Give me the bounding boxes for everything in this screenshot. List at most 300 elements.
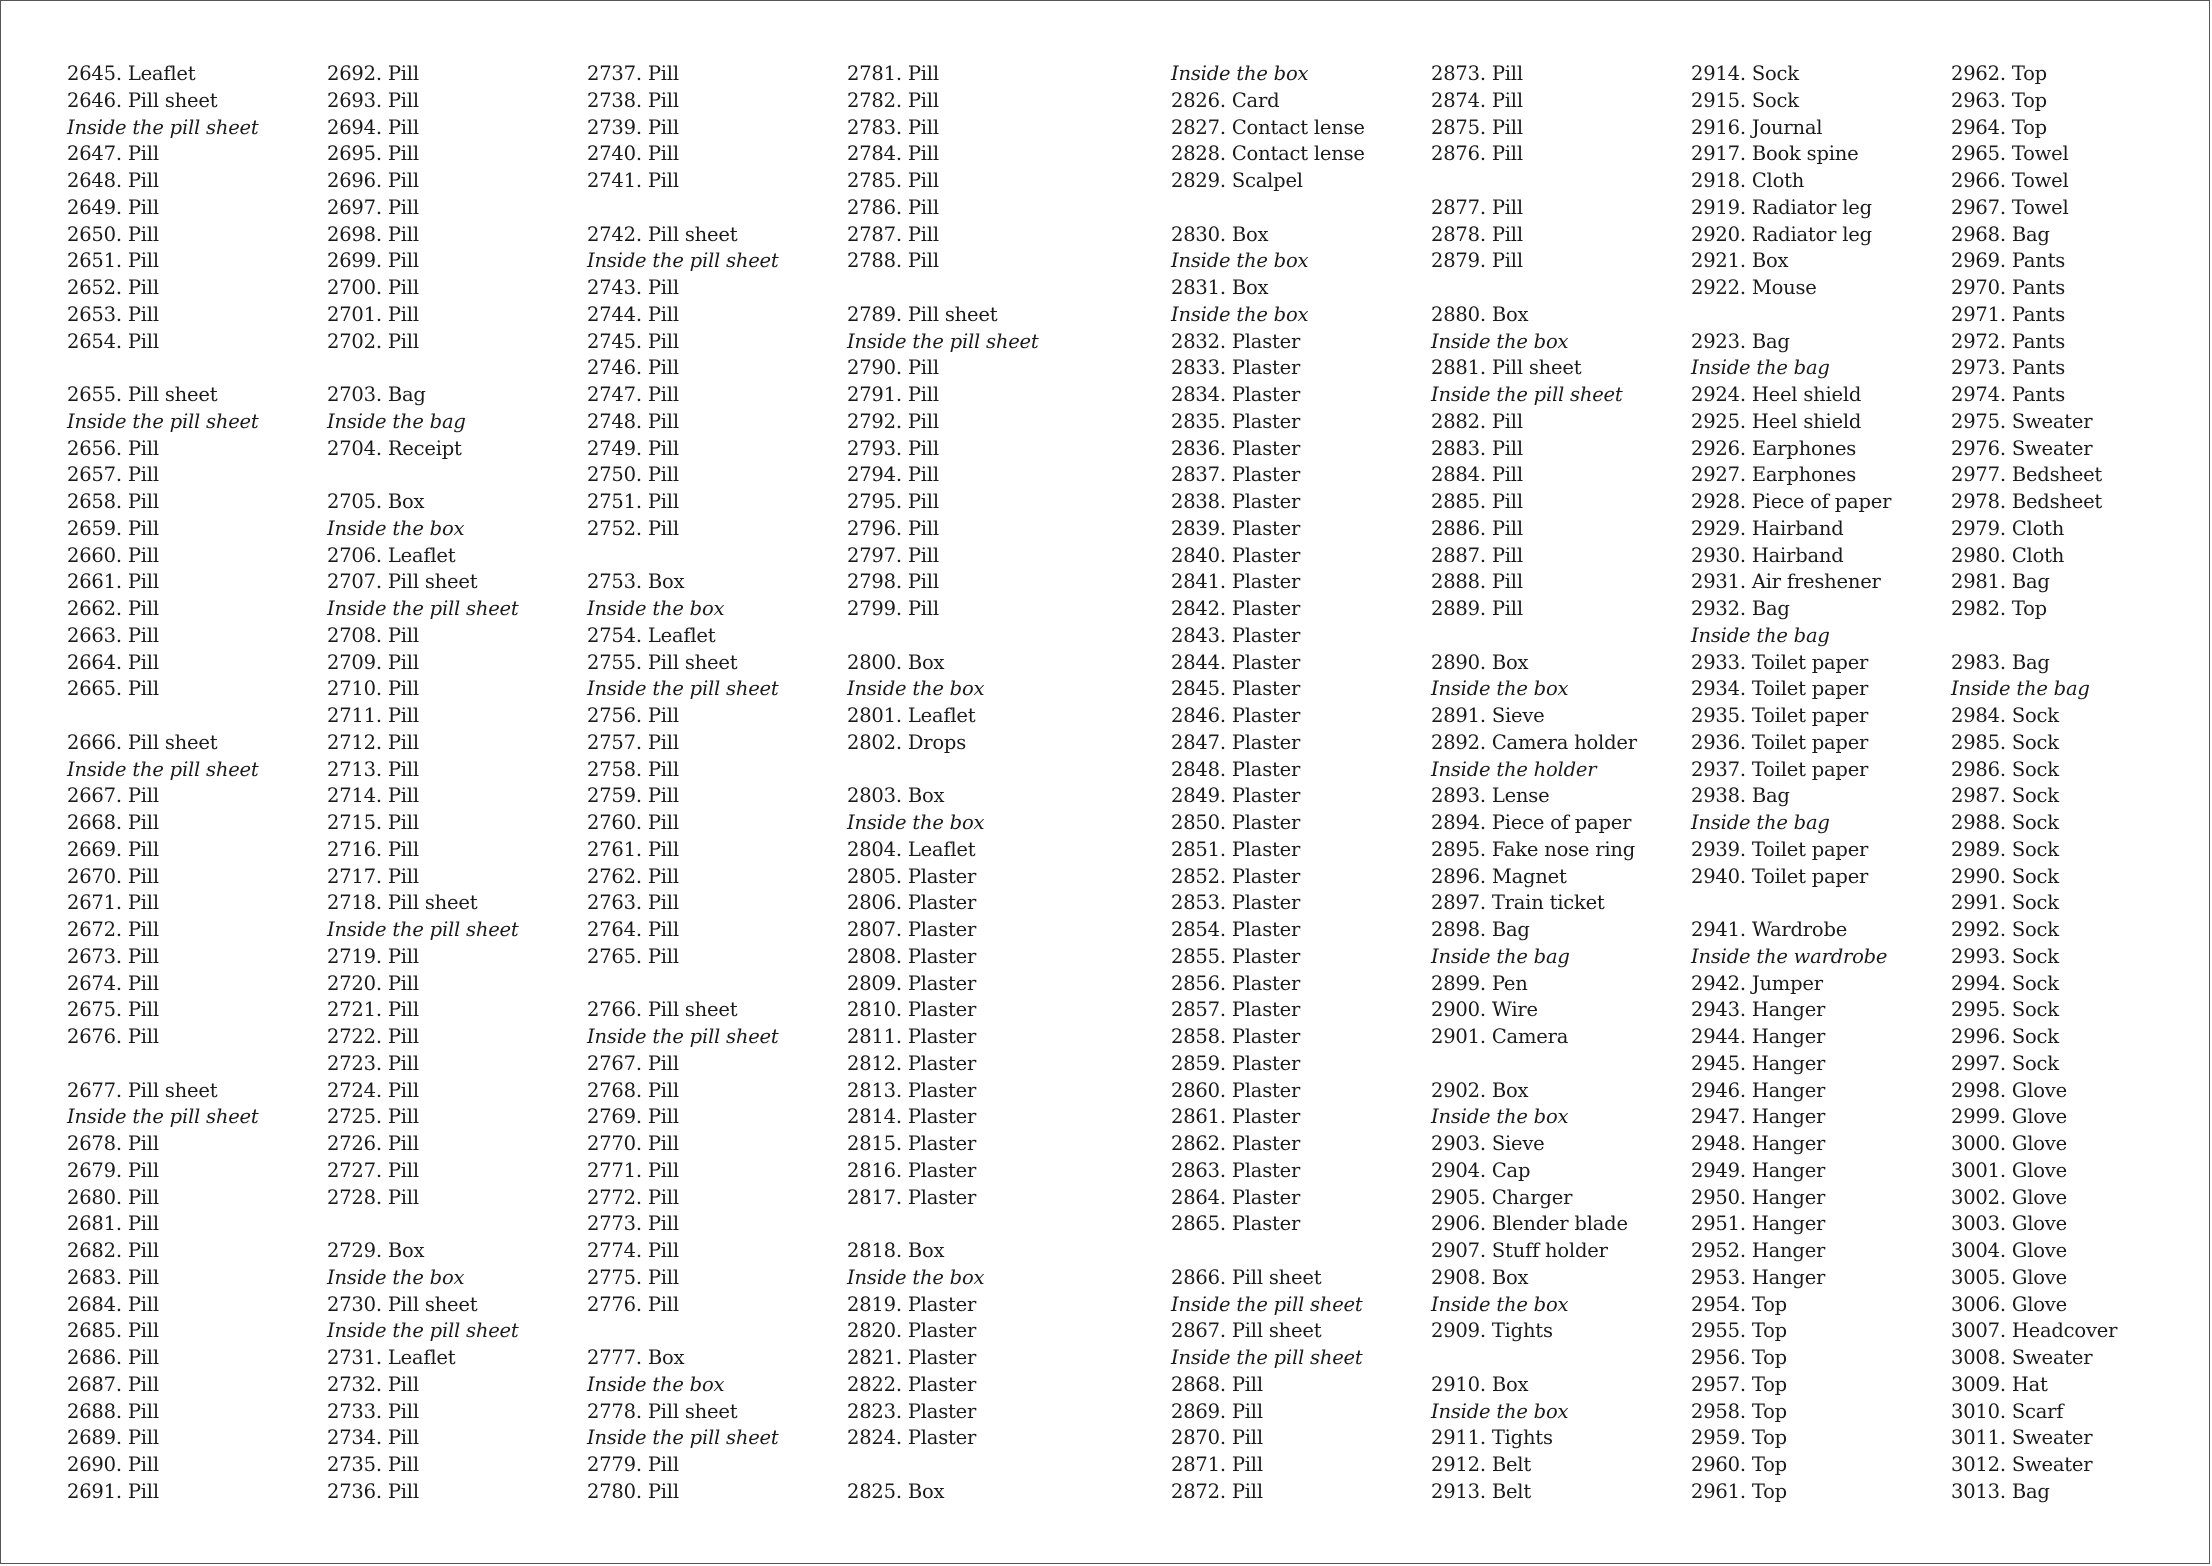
item-entry: 2907. Stuff holder: [1431, 1239, 1608, 1262]
item-entry: 2898. Bag: [1431, 918, 1530, 941]
blank-line: [587, 971, 779, 998]
item-entry: 2883. Pill: [1431, 436, 1523, 460]
item-entry: 2857. Plaster: [1171, 998, 1301, 1022]
item-entry: 2854. Plaster: [1171, 918, 1301, 941]
item-entry: 2694. Pill: [327, 115, 419, 139]
item-entry: 2986. Sock: [1951, 757, 2059, 781]
item-entry: 2886. Pill: [1431, 516, 1523, 540]
item-entry: 2945. Hanger: [1691, 1051, 1826, 1075]
item-entry: 2721. Pill: [327, 998, 419, 1022]
item-entry: 2882. Pill: [1431, 409, 1523, 433]
item-entry: 2941. Wardrobe: [1691, 918, 1848, 941]
container-note: Inside the pill sheet: [327, 597, 519, 620]
item-entry: 3006. Glove: [1951, 1292, 2067, 1316]
item-entry: 2918. Cloth: [1691, 169, 1805, 192]
item-entry: 2665. Pill: [67, 677, 159, 701]
item-entry: 2890. Box: [1431, 650, 1529, 674]
item-entry: 2976. Sweater: [1951, 436, 2093, 460]
item-entry: 3005. Glove: [1951, 1265, 2067, 1289]
item-entry: 2970. Pants: [1951, 276, 2066, 299]
item-entry: 2991. Sock: [1951, 891, 2059, 915]
item-entry: 2911. Tights: [1431, 1426, 1553, 1450]
item-entry: 2659. Pill: [67, 516, 159, 540]
item-entry: 2733. Pill: [327, 1399, 419, 1423]
item-entry: 2811. Plaster: [847, 1025, 977, 1048]
blank-line: [1431, 168, 1637, 195]
item-entry: 2853. Plaster: [1171, 891, 1301, 915]
item-entry: 2888. Pill: [1431, 570, 1523, 594]
item-entry: 2829. Scalpel: [1171, 169, 1303, 192]
blank-line: [847, 623, 1039, 650]
item-entry: 2729. Box: [327, 1239, 425, 1262]
item-entry: 2689. Pill: [67, 1426, 159, 1450]
item-entry: 2788. Pill: [847, 249, 939, 273]
item-entry: 2936. Toilet paper: [1691, 730, 1869, 754]
item-entry: 2931. Air freshener: [1691, 570, 1881, 594]
item-entry: 2809. Plaster: [847, 971, 977, 995]
item-entry: 2709. Pill: [327, 650, 419, 674]
item-entry: 2825. Box: [847, 1479, 945, 1503]
item-entry: 2815. Plaster: [847, 1132, 977, 1155]
item-entry: 2770. Pill: [587, 1132, 679, 1155]
item-entry: 2827. Contact lense: [1171, 115, 1365, 139]
item-entry: 2794. Pill: [847, 463, 939, 487]
item-entry: 2774. Pill: [587, 1239, 679, 1262]
item-entry: 2683. Pill: [67, 1265, 159, 1289]
item-entry: 2896. Magnet: [1431, 864, 1567, 888]
item-entry: 2723. Pill: [327, 1051, 419, 1075]
item-entry: 2956. Top: [1691, 1346, 1787, 1369]
item-entry: 2870. Pill: [1171, 1426, 1263, 1450]
item-entry: 2806. Plaster: [847, 891, 977, 915]
item-entry: 2800. Box: [847, 650, 945, 674]
item-entry: 2769. Pill: [587, 1105, 679, 1129]
item-entry: 2773. Pill: [587, 1212, 679, 1236]
item-entry: 2957. Top: [1691, 1372, 1787, 1396]
item-entry: 2730. Pill sheet: [327, 1292, 478, 1316]
inventory-column-5: [1171, 61, 1365, 1506]
item-entry: 2839. Plaster: [1171, 516, 1301, 540]
item-entry: 2968. Bag: [1951, 222, 2050, 246]
container-note: Inside the pill sheet: [1431, 383, 1623, 406]
item-entry: 2780. Pill: [587, 1479, 679, 1503]
item-entry: 2969. Pants: [1951, 249, 2066, 273]
item-entry: 2947. Hanger: [1691, 1105, 1826, 1129]
item-entry: 2775. Pill: [587, 1265, 679, 1289]
container-note: Inside the holder: [1431, 757, 1597, 781]
item-entry: 2763. Pill: [587, 891, 679, 915]
item-entry: 2657. Pill: [67, 463, 159, 487]
item-entry: 2816. Plaster: [847, 1158, 977, 1182]
item-entry: 2744. Pill: [587, 302, 679, 326]
item-entry: 2842. Plaster: [1171, 597, 1301, 620]
item-entry: 2783. Pill: [847, 115, 939, 139]
item-entry: 2672. Pill: [67, 918, 159, 941]
item-entry: 2758. Pill: [587, 757, 679, 781]
item-entry: 2979. Cloth: [1951, 516, 2065, 540]
container-note: Inside the pill sheet: [587, 1426, 779, 1450]
item-entry: 2804. Leaflet: [847, 837, 976, 861]
item-entry: 2658. Pill: [67, 490, 159, 513]
item-entry: 2649. Pill: [67, 195, 159, 219]
item-entry: 2712. Pill: [327, 730, 419, 754]
item-entry: 2755. Pill sheet: [587, 650, 738, 674]
item-entry: 2724. Pill: [327, 1078, 419, 1102]
container-note: Inside the pill sheet: [327, 918, 519, 941]
item-entry: 2913. Belt: [1431, 1479, 1531, 1503]
item-entry: 2737. Pill: [587, 62, 679, 85]
item-entry: 2928. Piece of paper: [1691, 490, 1892, 513]
item-entry: 2867. Pill sheet: [1171, 1319, 1322, 1343]
blank-line: [67, 1051, 259, 1078]
container-note: Inside the pill sheet: [67, 115, 259, 139]
item-entry: 3000. Glove: [1951, 1132, 2067, 1155]
item-entry: 2943. Hanger: [1691, 998, 1826, 1022]
item-entry: 2720. Pill: [327, 971, 419, 995]
item-entry: 2666. Pill sheet: [67, 730, 218, 754]
item-entry: 2707. Pill sheet: [327, 570, 478, 594]
item-entry: 2667. Pill: [67, 784, 159, 808]
blank-line: [1691, 302, 1891, 329]
item-entry: 2831. Box: [1171, 276, 1269, 299]
container-note: Inside the box: [847, 677, 985, 701]
item-entry: 2958. Top: [1691, 1399, 1787, 1423]
item-entry: 2692. Pill: [327, 62, 419, 85]
container-note: Inside the box: [1431, 1292, 1569, 1316]
item-entry: 2728. Pill: [327, 1185, 419, 1209]
item-entry: 2830. Box: [1171, 222, 1269, 246]
item-entry: 2951. Hanger: [1691, 1212, 1826, 1236]
item-entry: 2835. Plaster: [1171, 409, 1301, 433]
item-entry: 2743. Pill: [587, 276, 679, 299]
item-entry: 2984. Sock: [1951, 704, 2059, 727]
item-entry: 2923. Bag: [1691, 329, 1790, 353]
item-entry: 2836. Plaster: [1171, 436, 1301, 460]
item-entry: 2760. Pill: [587, 811, 679, 834]
item-entry: 2745. Pill: [587, 329, 679, 353]
item-entry: 2891. Sieve: [1431, 704, 1545, 727]
container-note: Inside the box: [587, 1372, 725, 1396]
item-entry: 2690. Pill: [67, 1453, 159, 1476]
item-entry: 2987. Sock: [1951, 784, 2059, 808]
item-entry: 2661. Pill: [67, 570, 159, 594]
item-entry: 2950. Hanger: [1691, 1185, 1826, 1209]
blank-line: [327, 462, 519, 489]
container-note: Inside the box: [587, 597, 725, 620]
item-entry: 2965. Towel: [1951, 142, 2069, 166]
item-entry: 2754. Leaflet: [587, 623, 716, 647]
item-entry: 2971. Pants: [1951, 302, 2066, 326]
inventory-column-3: [587, 61, 779, 1506]
container-note: Inside the pill sheet: [847, 329, 1039, 353]
item-entry: 2959. Top: [1691, 1426, 1787, 1450]
item-entry: 2711. Pill: [327, 704, 419, 727]
item-entry: 2927. Earphones: [1691, 463, 1857, 487]
item-entry: 2653. Pill: [67, 302, 159, 326]
item-entry: 2916. Journal: [1691, 115, 1823, 139]
item-entry: 2844. Plaster: [1171, 650, 1301, 674]
blank-line: [847, 1211, 1039, 1238]
item-entry: 2845. Plaster: [1171, 677, 1301, 701]
item-entry: 2909. Tights: [1431, 1319, 1553, 1343]
item-entry: 3004. Glove: [1951, 1239, 2067, 1262]
container-note: Inside the bag: [1431, 944, 1570, 968]
item-entry: 2681. Pill: [67, 1212, 159, 1236]
item-entry: 2696. Pill: [327, 169, 419, 192]
item-entry: 2848. Plaster: [1171, 757, 1301, 781]
item-entry: 2687. Pill: [67, 1372, 159, 1396]
item-entry: 2668. Pill: [67, 811, 159, 834]
item-entry: 2860. Plaster: [1171, 1078, 1301, 1102]
item-entry: 2708. Pill: [327, 623, 419, 647]
item-entry: 2885. Pill: [1431, 490, 1523, 513]
item-entry: 2894. Piece of paper: [1431, 811, 1632, 834]
item-entry: 2725. Pill: [327, 1105, 419, 1129]
blank-line: [1431, 1051, 1637, 1078]
blank-line: [327, 355, 519, 382]
blank-line: [1171, 1238, 1365, 1265]
item-entry: 2960. Top: [1691, 1453, 1787, 1476]
item-entry: 2906. Blender blade: [1431, 1212, 1628, 1236]
blank-line: [67, 703, 259, 730]
item-entry: 2727. Pill: [327, 1158, 419, 1182]
container-note: Inside the bag: [1691, 356, 1830, 380]
inventory-column-8: [1951, 61, 2117, 1506]
item-entry: 2897. Train ticket: [1431, 891, 1605, 915]
item-entry: 2929. Hairband: [1691, 516, 1844, 540]
item-entry: 2753. Box: [587, 570, 685, 594]
item-entry: 2887. Pill: [1431, 543, 1523, 567]
item-entry: 2884. Pill: [1431, 463, 1523, 487]
item-entry: 2944. Hanger: [1691, 1025, 1826, 1048]
item-entry: 2776. Pill: [587, 1292, 679, 1316]
item-entry: 2859. Plaster: [1171, 1051, 1301, 1075]
inventory-column-4: [847, 61, 1039, 1506]
item-entry: 2972. Pants: [1951, 329, 2066, 353]
item-entry: 2988. Sock: [1951, 811, 2059, 834]
item-entry: 2650. Pill: [67, 222, 159, 246]
item-entry: 2732. Pill: [327, 1372, 419, 1396]
item-entry: 2873. Pill: [1431, 62, 1523, 85]
item-entry: 2716. Pill: [327, 837, 419, 861]
item-entry: 2874. Pill: [1431, 88, 1523, 112]
item-entry: 2933. Toilet paper: [1691, 650, 1869, 674]
item-entry: 2772. Pill: [587, 1185, 679, 1209]
item-entry: 2908. Box: [1431, 1265, 1529, 1289]
container-note: Inside the box: [327, 1265, 465, 1289]
item-entry: 2851. Plaster: [1171, 837, 1301, 861]
item-entry: 2910. Box: [1431, 1372, 1529, 1396]
item-entry: 2717. Pill: [327, 864, 419, 888]
item-entry: 2814. Plaster: [847, 1105, 977, 1129]
item-entry: 2966. Towel: [1951, 169, 2069, 192]
item-entry: 2919. Radiator leg: [1691, 195, 1872, 219]
item-entry: 2868. Pill: [1171, 1372, 1263, 1396]
item-entry: 2749. Pill: [587, 436, 679, 460]
item-entry: 2791. Pill: [847, 383, 939, 406]
item-entry: 2946. Hanger: [1691, 1078, 1826, 1102]
item-entry: 2645. Leaflet: [67, 62, 196, 85]
item-entry: 2685. Pill: [67, 1319, 159, 1343]
item-entry: 2866. Pill sheet: [1171, 1265, 1322, 1289]
item-entry: 2822. Plaster: [847, 1372, 977, 1396]
item-entry: 2746. Pill: [587, 356, 679, 380]
container-note: Inside the box: [1431, 1399, 1569, 1423]
item-entry: 2841. Plaster: [1171, 570, 1301, 594]
item-entry: 2917. Book spine: [1691, 142, 1859, 166]
item-entry: 2736. Pill: [327, 1479, 419, 1503]
item-entry: 2879. Pill: [1431, 249, 1523, 273]
item-entry: 2801. Leaflet: [847, 704, 976, 727]
item-entry: 2713. Pill: [327, 757, 419, 781]
item-entry: 2693. Pill: [327, 88, 419, 112]
item-entry: 2875. Pill: [1431, 115, 1523, 139]
item-entry: 2899. Pen: [1431, 971, 1528, 995]
item-entry: 2863. Plaster: [1171, 1158, 1301, 1182]
item-entry: 2718. Pill sheet: [327, 891, 478, 915]
item-entry: 2823. Plaster: [847, 1399, 977, 1423]
item-entry: 2850. Plaster: [1171, 811, 1301, 834]
blank-line: [1951, 623, 2117, 650]
item-entry: 2759. Pill: [587, 784, 679, 808]
item-entry: 2828. Contact lense: [1171, 142, 1365, 166]
item-entry: 2983. Bag: [1951, 650, 2050, 674]
item-entry: 2705. Box: [327, 490, 425, 513]
item-entry: 2915. Sock: [1691, 88, 1799, 112]
item-entry: 2904. Cap: [1431, 1158, 1531, 1182]
item-entry: 2679. Pill: [67, 1158, 159, 1182]
item-entry: 2704. Receipt: [327, 436, 462, 460]
item-entry: 2789. Pill sheet: [847, 302, 998, 326]
item-entry: 2924. Heel shield: [1691, 383, 1862, 406]
item-entry: 2805. Plaster: [847, 864, 977, 888]
item-entry: 2939. Toilet paper: [1691, 837, 1869, 861]
item-entry: 2735. Pill: [327, 1453, 419, 1476]
item-entry: 2975. Sweater: [1951, 409, 2093, 433]
item-entry: 2937. Toilet paper: [1691, 757, 1869, 781]
item-entry: 3008. Sweater: [1951, 1346, 2093, 1369]
item-entry: 2952. Hanger: [1691, 1239, 1826, 1262]
item-entry: 3009. Hat: [1951, 1372, 2048, 1396]
item-entry: 2932. Bag: [1691, 597, 1790, 620]
container-note: Inside the box: [847, 811, 985, 834]
item-entry: 2920. Radiator leg: [1691, 222, 1872, 246]
item-entry: 2699. Pill: [327, 249, 419, 273]
item-entry: 2799. Pill: [847, 597, 939, 620]
item-entry: 2785. Pill: [847, 169, 939, 192]
item-entry: 2680. Pill: [67, 1185, 159, 1209]
item-entry: 2747. Pill: [587, 383, 679, 406]
item-entry: 2963. Top: [1951, 88, 2047, 112]
blank-line: [847, 757, 1039, 784]
item-entry: 2752. Pill: [587, 516, 679, 540]
container-note: Inside the pill sheet: [587, 677, 779, 701]
blank-line: [1171, 195, 1365, 222]
container-note: Inside the box: [1431, 329, 1569, 353]
item-entry: 2802. Drops: [847, 730, 967, 754]
container-note: Inside the pill sheet: [1171, 1292, 1363, 1316]
item-entry: 3002. Glove: [1951, 1185, 2067, 1209]
item-entry: 2914. Sock: [1691, 62, 1799, 85]
blank-line: [327, 1211, 519, 1238]
item-entry: 2877. Pill: [1431, 195, 1523, 219]
blank-line: [1691, 890, 1891, 917]
item-entry: 2974. Pants: [1951, 383, 2066, 406]
item-entry: 2871. Pill: [1171, 1453, 1263, 1476]
container-note: Inside the bag: [1691, 811, 1830, 834]
item-entry: 2756. Pill: [587, 704, 679, 727]
item-entry: 2849. Plaster: [1171, 784, 1301, 808]
item-entry: 2820. Plaster: [847, 1319, 977, 1343]
item-entry: 2751. Pill: [587, 490, 679, 513]
item-entry: 2688. Pill: [67, 1399, 159, 1423]
item-entry: 3007. Headcover: [1951, 1319, 2118, 1343]
item-entry: 2978. Bedsheet: [1951, 490, 2103, 513]
item-entry: 2698. Pill: [327, 222, 419, 246]
item-entry: 2700. Pill: [327, 276, 419, 299]
item-entry: 2674. Pill: [67, 971, 159, 995]
item-entry: 2768. Pill: [587, 1078, 679, 1102]
item-entry: 2996. Sock: [1951, 1025, 2059, 1048]
item-entry: 2892. Camera holder: [1431, 730, 1637, 754]
item-entry: 2792. Pill: [847, 409, 939, 433]
item-entry: 2779. Pill: [587, 1453, 679, 1476]
item-entry: 2889. Pill: [1431, 597, 1523, 620]
item-entry: 2648. Pill: [67, 169, 159, 192]
blank-line: [67, 355, 259, 382]
container-note: Inside the box: [1171, 302, 1309, 326]
item-entry: 2819. Plaster: [847, 1292, 977, 1316]
item-entry: 2662. Pill: [67, 597, 159, 620]
blank-line: [847, 275, 1039, 302]
item-entry: 2955. Top: [1691, 1319, 1787, 1343]
item-entry: 2993. Sock: [1951, 944, 2059, 968]
item-entry: 2673. Pill: [67, 944, 159, 968]
item-entry: 2803. Box: [847, 784, 945, 808]
item-entry: 2876. Pill: [1431, 142, 1523, 166]
item-entry: 2930. Hairband: [1691, 543, 1844, 567]
item-entry: 2864. Plaster: [1171, 1185, 1301, 1209]
item-entry: 2921. Box: [1691, 249, 1789, 273]
item-entry: 2714. Pill: [327, 784, 419, 808]
item-entry: 2995. Sock: [1951, 998, 2059, 1022]
item-entry: 2998. Glove: [1951, 1078, 2067, 1102]
item-entry: 2925. Heel shield: [1691, 409, 1862, 433]
item-entry: 2784. Pill: [847, 142, 939, 166]
item-entry: 2677. Pill sheet: [67, 1078, 218, 1102]
item-entry: 2790. Pill: [847, 356, 939, 380]
item-entry: 3011. Sweater: [1951, 1426, 2093, 1450]
item-entry: 2902. Box: [1431, 1078, 1529, 1102]
item-entry: 2847. Plaster: [1171, 730, 1301, 754]
item-entry: 2670. Pill: [67, 864, 159, 888]
item-entry: 2843. Plaster: [1171, 623, 1301, 647]
item-entry: 2900. Wire: [1431, 998, 1538, 1022]
item-entry: 2813. Plaster: [847, 1078, 977, 1102]
item-entry: 2663. Pill: [67, 623, 159, 647]
item-entry: 3001. Glove: [1951, 1158, 2067, 1182]
item-entry: 2982. Top: [1951, 597, 2047, 620]
blank-line: [587, 195, 779, 222]
item-entry: 2656. Pill: [67, 436, 159, 460]
item-entry: 2934. Toilet paper: [1691, 677, 1869, 701]
item-entry: 2671. Pill: [67, 891, 159, 915]
item-entry: 2652. Pill: [67, 276, 159, 299]
blank-line: [1431, 623, 1637, 650]
item-entry: 2748. Pill: [587, 409, 679, 433]
item-entry: 2980. Cloth: [1951, 543, 2065, 567]
item-entry: 2678. Pill: [67, 1132, 159, 1155]
